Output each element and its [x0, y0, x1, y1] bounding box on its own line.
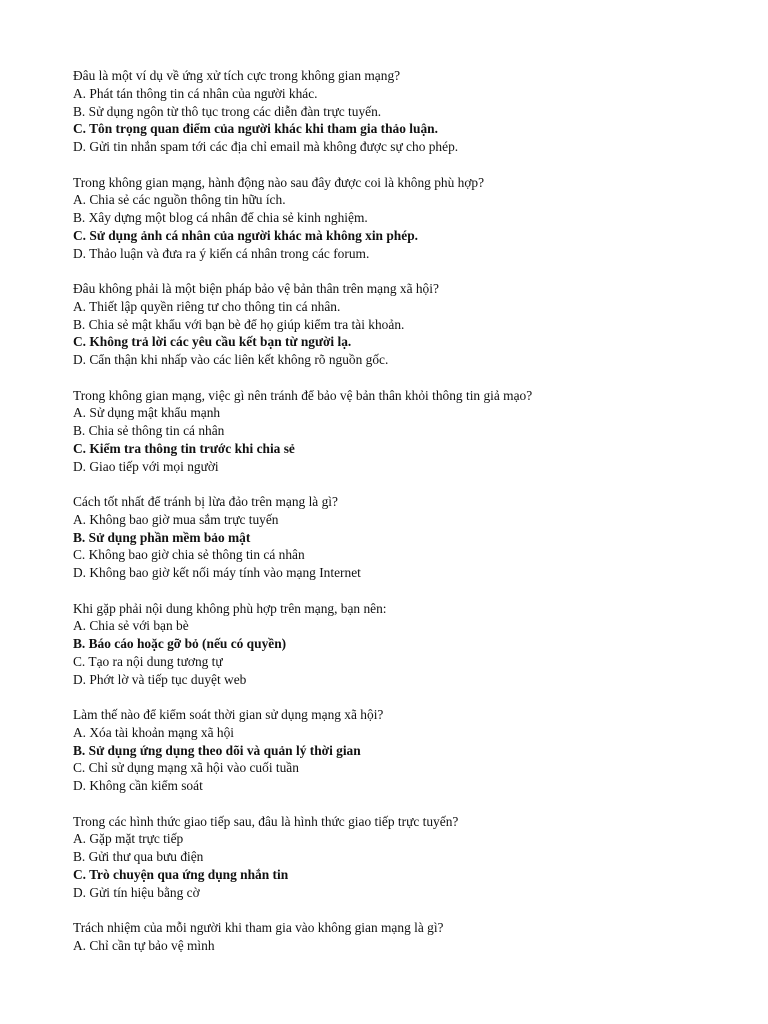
answer-option: A. Sử dụng mật khẩu mạnh — [73, 405, 221, 421]
answer-option: A. Chỉ cần tự bảo vệ mình — [73, 937, 215, 953]
answer-option-correct: C. Không trả lời các yêu cầu kết bạn từ người lạ. — [73, 334, 352, 350]
question-block — [73, 387, 733, 476]
answer-option-correct: C. Sử dụng ảnh cá nhân của người khác mà không xin phép. — [73, 227, 418, 243]
answer-option: B. Sử dụng ngôn từ thô tục trong các diễn đàn trực tuyến. — [73, 103, 382, 119]
answer-option: B. Xây dựng một blog cá nhân để chia sẻ kinh nghiệm. — [73, 210, 368, 225]
answer-option: A. Không bao giờ mua sắm trực tuyến — [73, 511, 279, 527]
answer-option: A. Chia sẻ với bạn bè — [73, 618, 189, 634]
question-block — [73, 706, 733, 795]
question-block — [73, 174, 733, 263]
question-text: Khi gặp phải nội dung không phù hợp trên mạng, bạn nên: — [73, 600, 387, 616]
question-text: Trong không gian mạng, việc gì nên tránh để bảo vệ bản thân khỏi thông tin giả mạo? — [73, 387, 533, 403]
answer-option-correct: C. Kiểm tra thông tin trước khi chia sẻ — [73, 440, 295, 456]
question-text: Trong các hình thức giao tiếp sau, đâu là hình thức giao tiếp trực tuyến? — [73, 813, 459, 829]
question-block — [73, 280, 733, 369]
answer-option: C. Chỉ sử dụng mạng xã hội vào cuối tuần — [73, 760, 299, 776]
answer-option: D. Gửi tín hiệu bằng cờ — [73, 884, 200, 900]
answer-option: D. Không bao giờ kết nối máy tính vào mạng Internet — [73, 565, 361, 580]
document-page — [73, 67, 733, 972]
answer-option: C. Tạo ra nội dung tương tự — [73, 653, 223, 669]
answer-option: D. Phớt lờ và tiếp tục duyệt web — [73, 671, 247, 687]
question-text: Đâu không phải là một biện pháp bảo vệ bản thân trên mạng xã hội? — [73, 281, 439, 296]
question-block — [73, 600, 733, 689]
answer-option: D. Gửi tin nhắn spam tới các địa chỉ email mà không được sự cho phép. — [73, 139, 459, 154]
answer-option: C. Không bao giờ chia sẻ thông tin cá nhân — [73, 547, 305, 563]
question-text: Làm thế nào để kiểm soát thời gian sử dụng mạng xã hội? — [73, 707, 384, 722]
answer-option: A. Thiết lập quyền riêng tư cho thông tin cá nhân. — [73, 298, 341, 314]
answer-option: A. Chia sẻ các nguồn thông tin hữu ích. — [73, 192, 286, 208]
answer-option-correct: C. Tôn trọng quan điểm của người khác khi tham gia thảo luận. — [73, 121, 438, 137]
question-text: Cách tốt nhất để tránh bị lừa đảo trên mạng là gì? — [73, 494, 338, 509]
answer-option: A. Xóa tài khoản mạng xã hội — [73, 724, 235, 740]
question-text: Trách nhiệm của mỗi người khi tham gia vào không gian mạng là gì? — [73, 920, 444, 935]
answer-option: B. Chia sẻ thông tin cá nhân — [73, 423, 225, 438]
question-block — [73, 813, 733, 902]
question-block — [73, 67, 733, 156]
answer-option: B. Gửi thư qua bưu điện — [73, 849, 204, 864]
answer-option: D. Cẩn thận khi nhấp vào các liên kết không rõ nguồn gốc. — [73, 352, 389, 367]
answer-option-correct: B. Sử dụng ứng dụng theo dõi và quản lý thời gian — [73, 742, 361, 758]
answer-option-correct: B. Sử dụng phần mềm bảo mật — [73, 529, 251, 545]
answer-option-correct: B. Báo cáo hoặc gỡ bỏ (nếu có quyền) — [73, 636, 287, 651]
question-text: Trong không gian mạng, hành động nào sau đây được coi là không phù hợp? — [73, 174, 485, 190]
answer-option-correct: C. Trò chuyện qua ứng dụng nhắn tin — [73, 866, 289, 882]
answer-option: D. Không cần kiểm soát — [73, 778, 203, 793]
answer-option: B. Chia sẻ mật khẩu với bạn bè để họ giúp kiểm tra tài khoản. — [73, 316, 405, 332]
question-block — [73, 493, 733, 582]
question-block — [73, 919, 733, 955]
answer-option: A. Phát tán thông tin cá nhân của người khác. — [73, 85, 318, 101]
answer-option: A. Gặp mặt trực tiếp — [73, 831, 184, 847]
answer-option: D. Giao tiếp với mọi người — [73, 458, 219, 474]
question-text: Đâu là một ví dụ về ứng xử tích cực trong không gian mạng? — [73, 68, 401, 83]
answer-option: D. Thảo luận và đưa ra ý kiến cá nhân trong các forum. — [73, 245, 370, 261]
